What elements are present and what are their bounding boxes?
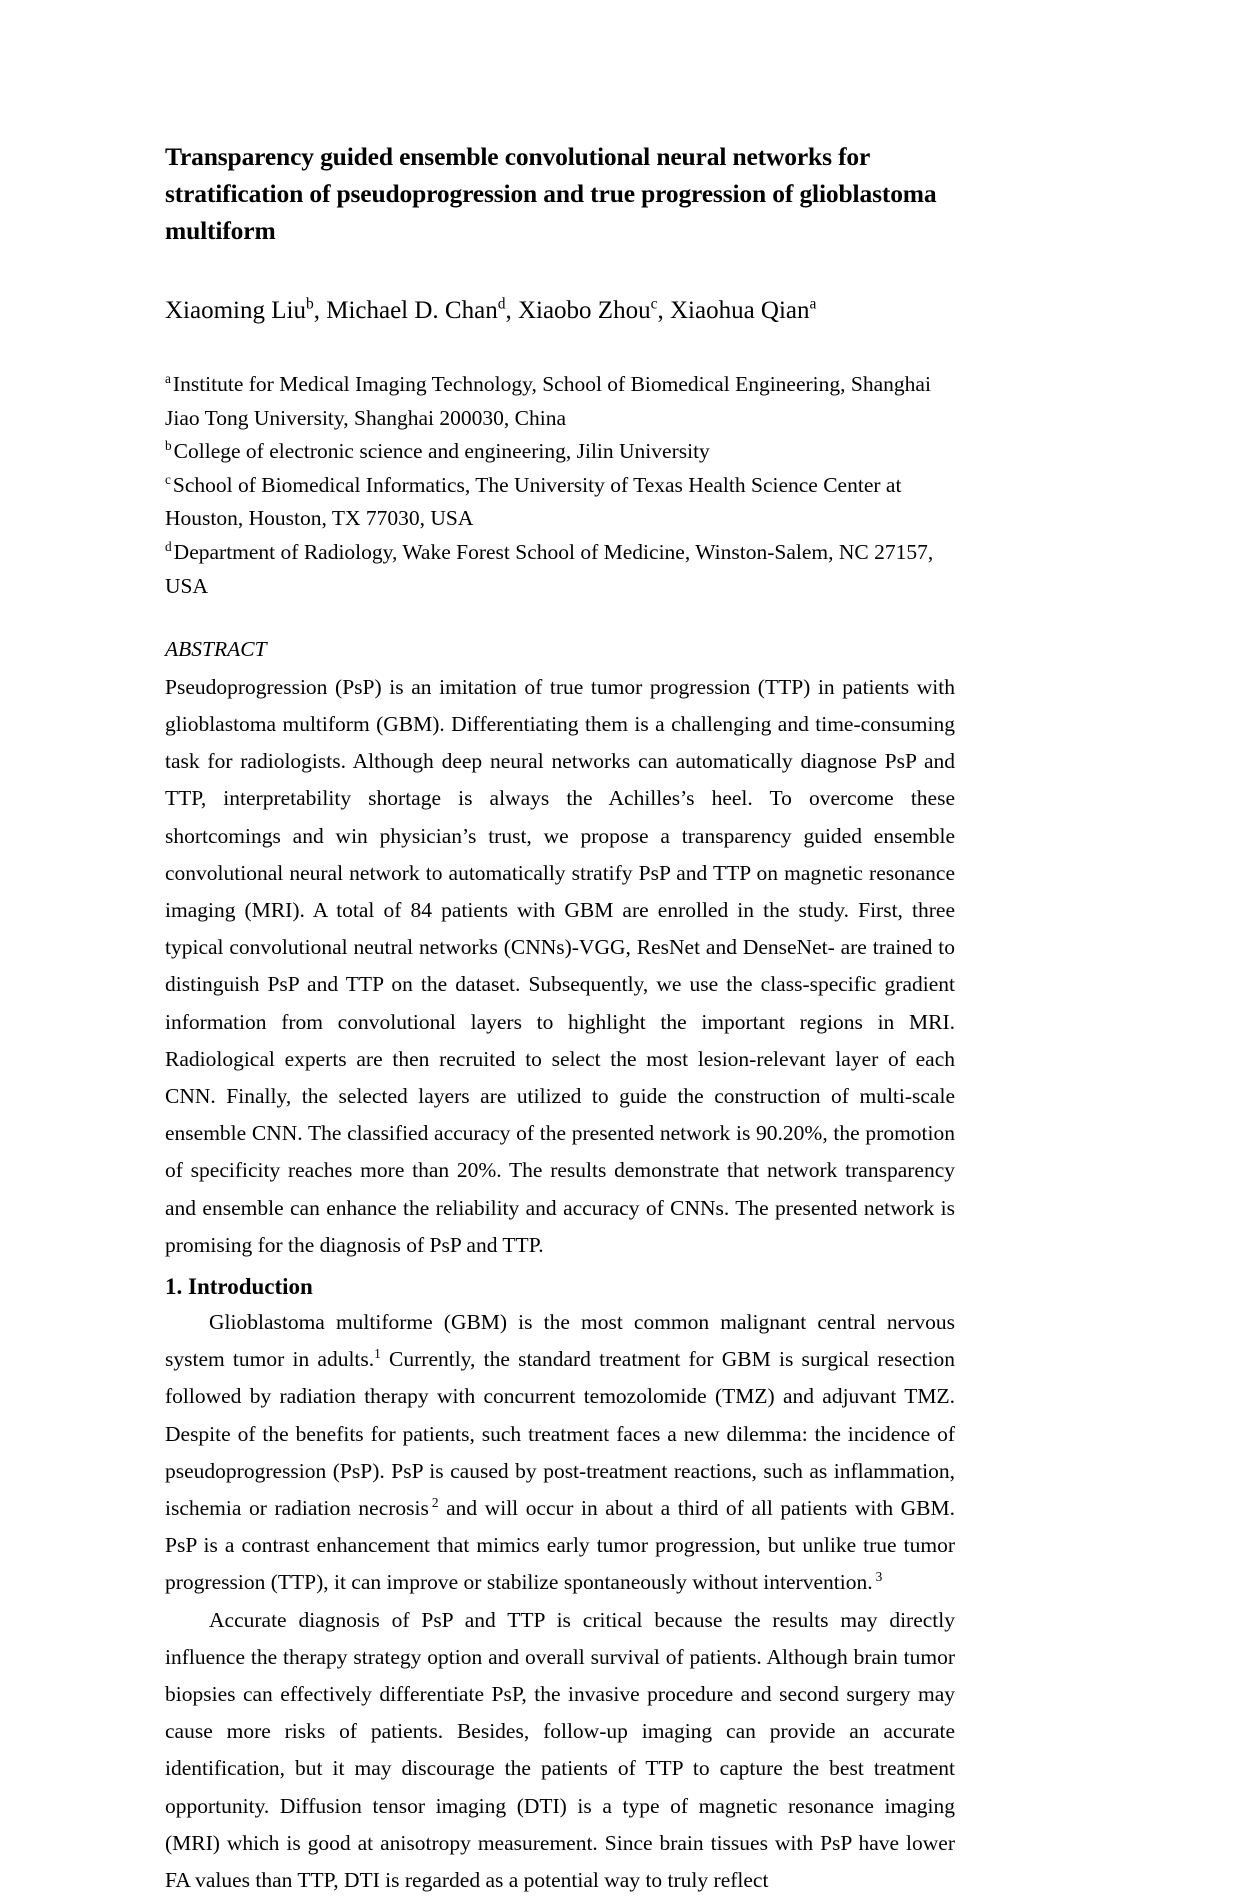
author-affiliation-marker-3: c xyxy=(650,295,658,313)
affiliation-marker-a: a xyxy=(165,370,171,386)
abstract-heading: ABSTRACT xyxy=(165,637,267,662)
section-heading-introduction: 1. Introduction xyxy=(165,1274,313,1299)
author-name-4: Xiaohua Qian xyxy=(669,297,810,324)
abstract-text: Pseudoprogression (PsP) is an imitation of true tumor progression (TTP) in patients with glioblastoma multiform (GBM). Differentiating them is a challenging and time-consuming task for radiologists. Although deep neural networks can automatically diagnose PsP and TTP, interpretability shortage is always the Achilles’s heel. To overcome these shortcomings and win physician’s trust, we propose a transparency guided ensemble convolutional neural network to automatically stratify PsP and TTP on magnetic resonance imaging (MRI). A total of 84 patients with GBM are enrolled in the study. First, three typical convolutional neutral networks (CNNs)-VGG, ResNet and DenseNet- are trained to distinguish PsP and TTP on the dataset. Subsequently, we use the class-specific gradient information from convolutional layers to highlight the important regions in MRI. Radiological experts are then recruited to select the most lesion-relevant layer of each CNN. Finally, the selected layers are utilized to guide the construction of multi-scale ensemble CNN. The classified accuracy of the presented network is 90.20%, the promotion of specificity reaches more than 20%. The results demonstrate that network transparency and ensemble can enhance the reliability and accuracy of CNNs. The presented network is promising for the diagnosis of PsP and TTP. xyxy=(165,674,955,1257)
author-affiliation-marker-1: b xyxy=(305,295,314,313)
affiliation-marker-d: d xyxy=(165,538,172,554)
paragraph-text-part-2: Currently, the standard treatment for GBM is surgical resection followed by radiation therapy with concurrent temozolomide (TMZ) and adjuvant TMZ. Despite of the benefits for patients, such treatment faces a new dilemma: the incidence of pseudoprogression (PsP). PsP is caused by post-treatment reactions, such as inflammation, ischemia or radiation necrosis xyxy=(165,1347,955,1521)
affiliation-text-d: Department of Radiology, Wake Forest School of Medicine, Winston-Salem, NC 27157, USA xyxy=(165,539,934,598)
citation-marker-3: 3 xyxy=(875,1569,883,1585)
affiliation-b xyxy=(165,435,955,469)
introduction-paragraph-1 xyxy=(165,1304,955,1602)
affiliation-block xyxy=(165,368,955,603)
affiliation-text-b: College of electronic science and engineering, Jilin University xyxy=(173,439,710,464)
citation-marker-1: 1 xyxy=(374,1346,381,1362)
page-content xyxy=(165,138,955,1899)
citation-marker-2: 2 xyxy=(431,1494,439,1510)
page-title: Transparency guided ensemble convolutional neural networks for stratification of pseudoprogression and true progression of glioblastoma multiform xyxy=(165,142,937,245)
affiliation-text-c: School of Biomedical Informatics, The University of Texas Health Science Center at Houston, Houston, TX 77030, USA xyxy=(165,472,902,531)
author-name-2: Michael D. Chan xyxy=(326,297,498,324)
affiliation-c xyxy=(165,469,955,536)
affiliation-marker-b: b xyxy=(165,438,172,454)
paragraph-text-part-1: Glioblastoma multiforme (GBM) is the most common malignant central nervous system tumor in adults. xyxy=(165,1310,955,1372)
author-list: Xiaoming Liu$^b$, Michael D. Chan$^d$, Xiaobo Zhou$^c$, Xiaohua Qian$^a$ xyxy=(165,295,817,324)
introduction-paragraph-2: Accurate diagnosis of PsP and TTP is critical because the results may directly influence the therapy strategy option and overall survival of patients. Although brain tumor biopsies can effectively differentiate PsP, the invasive procedure and second surgery may cause more risks of patients. Besides, follow-up imaging can provide an accurate identification, but it may discourage the patients of TTP to capture the best treatment opportunity. Diffusion tensor imaging (DTI) is a type of magnetic resonance imaging (MRI) which is good at anisotropy measurement. Since brain tissues with PsP have lower FA values than TTP, DTI is regarded as a potential way to truly reflect xyxy=(165,1607,955,1893)
author-name-1: Xiaoming Liu xyxy=(165,297,306,324)
author-affiliation-marker-2: d xyxy=(497,295,506,313)
affiliation-marker-c: c xyxy=(165,471,171,487)
author-affiliation-marker-4: a xyxy=(809,295,817,313)
author-name-3: Xiaobo Zhou xyxy=(517,297,651,324)
paragraph-text-part-3: and will occur in about a third of all patients with GBM. PsP is a contrast enhancement that mimics early tumor progression, but unlike true tumor progression (TTP), it can improve or stabilize spontaneously without intervention. xyxy=(165,1496,955,1595)
affiliation-d xyxy=(165,536,955,603)
affiliation-a xyxy=(165,368,955,435)
affiliation-text-a: Institute for Medical Imaging Technology, School of Biomedical Engineering, Shanghai Jiao Tong University, Shanghai 200030, China xyxy=(165,372,931,430)
